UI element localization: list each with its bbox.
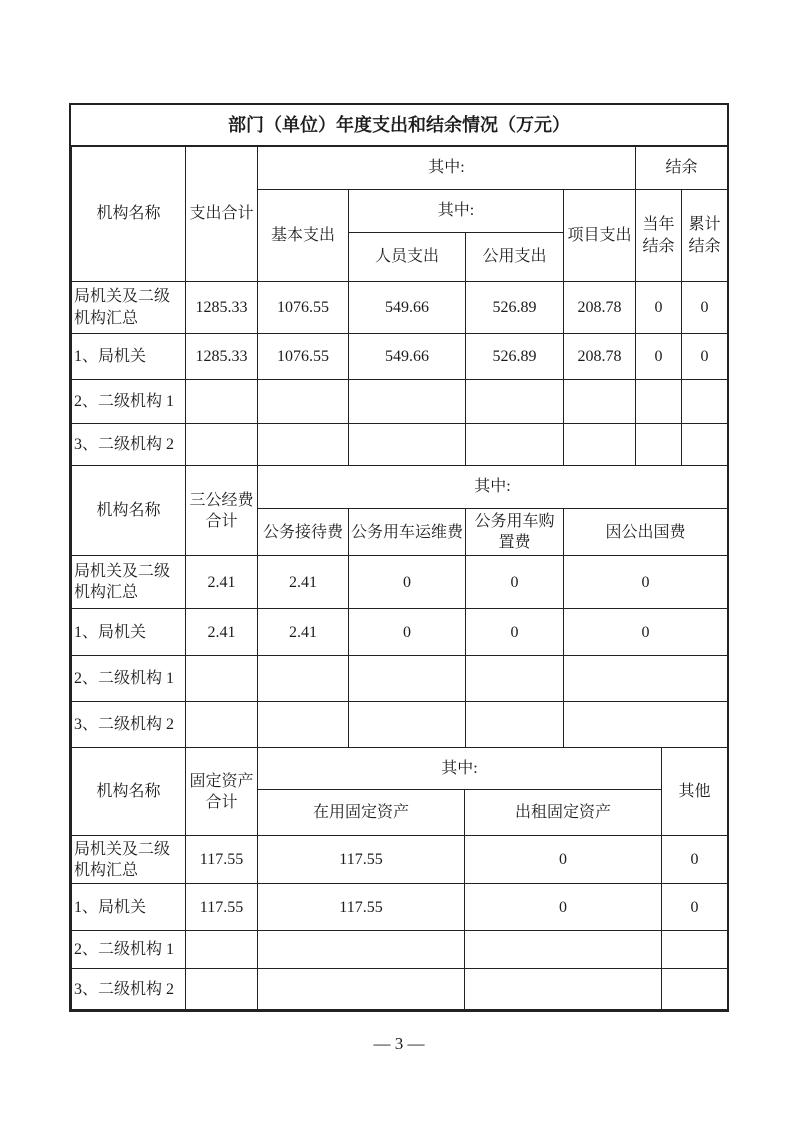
expenditure-row-bureau: [72, 334, 728, 380]
three-public-expenses-table: [71, 465, 728, 748]
table-title: 部门（单位）年度支出和结余情况（万元）: [71, 105, 727, 146]
cell-overseas-trips: 0: [564, 609, 728, 656]
cell-other: [662, 969, 728, 1010]
cell-total: 1285.33: [186, 282, 258, 334]
three-public-row-bureau: [72, 609, 728, 656]
cell-overseas-trips: [564, 656, 728, 702]
cell-basic: [258, 424, 349, 466]
header-three-public-total: 三公经费合计: [186, 466, 258, 556]
cell-org-name: 局机关及二级机构汇总: [72, 282, 186, 334]
expenditure-header-row-1: [72, 147, 728, 190]
cell-vehicle-operation: [349, 702, 466, 748]
cell-current-balance: 0: [636, 282, 682, 334]
cell-total: 117.55: [186, 884, 258, 931]
cell-vehicle-purchase: 0: [466, 556, 564, 609]
cell-overseas-trips: 0: [564, 556, 728, 609]
three-public-header-row-1: [72, 466, 728, 509]
cell-public: [466, 424, 564, 466]
header-fixed-assets-total: 固定资产合计: [186, 748, 258, 836]
cell-rented-out: 0: [465, 884, 662, 931]
cell-rented-out: [465, 931, 662, 969]
three-public-row-summary: [72, 556, 728, 609]
cell-other: 0: [662, 884, 728, 931]
cell-total: 1285.33: [186, 334, 258, 380]
header-official-reception: 公务接待费: [258, 509, 349, 556]
cell-current-balance: [636, 424, 682, 466]
cell-org-name: 3、二级机构 2: [72, 702, 186, 748]
fixed-assets-row-sub2: [72, 969, 728, 1010]
header-public-expenditure: 公用支出: [466, 233, 564, 282]
cell-cumulative-balance: [682, 424, 728, 466]
cell-project: 208.78: [564, 282, 636, 334]
cell-total: [186, 380, 258, 424]
cell-total: [186, 656, 258, 702]
cell-in-use: [258, 969, 465, 1010]
cell-cumulative-balance: 0: [682, 282, 728, 334]
header-vehicle-operation: 公务用车运维费: [349, 509, 466, 556]
cell-org-name: 1、局机关: [72, 609, 186, 656]
cell-personnel: 549.66: [349, 282, 466, 334]
header-total-expenditure: 支出合计: [186, 147, 258, 282]
cell-project: 208.78: [564, 334, 636, 380]
cell-vehicle-operation: 0: [349, 556, 466, 609]
cell-rented-out: [465, 969, 662, 1010]
cell-total: [186, 424, 258, 466]
cell-org-name: 局机关及二级机构汇总: [72, 836, 186, 884]
three-public-row-sub1: [72, 656, 728, 702]
cell-other: 0: [662, 836, 728, 884]
cell-basic: 1076.55: [258, 334, 349, 380]
header-among: 其中:: [258, 147, 636, 190]
cell-other: [662, 931, 728, 969]
cell-vehicle-purchase: 0: [466, 609, 564, 656]
cell-basic: [258, 380, 349, 424]
cell-vehicle-operation: [349, 656, 466, 702]
expenditure-row-summary: [72, 282, 728, 334]
cell-reception: [258, 702, 349, 748]
cell-org-name: 2、二级机构 1: [72, 931, 186, 969]
expenditure-table: [71, 146, 728, 466]
expenditure-row-sub1: [72, 380, 728, 424]
header-rented-out-assets: 出租固定资产: [465, 790, 662, 836]
cell-basic: 1076.55: [258, 282, 349, 334]
cell-public: 526.89: [466, 334, 564, 380]
header-in-use-assets: 在用固定资产: [258, 790, 465, 836]
cell-reception: 2.41: [258, 609, 349, 656]
cell-total: 2.41: [186, 609, 258, 656]
cell-total: [186, 969, 258, 1010]
cell-org-name: 2、二级机构 1: [72, 656, 186, 702]
cell-cumulative-balance: 0: [682, 334, 728, 380]
cell-project: [564, 424, 636, 466]
budget-report-table: [69, 103, 729, 1012]
cell-total: 2.41: [186, 556, 258, 609]
cell-project: [564, 380, 636, 424]
cell-personnel: 549.66: [349, 334, 466, 380]
cell-reception: [258, 656, 349, 702]
cell-org-name: 1、局机关: [72, 884, 186, 931]
header-org-name: 机构名称: [72, 748, 186, 836]
header-among-2: 其中:: [349, 190, 564, 233]
cell-personnel: [349, 380, 466, 424]
cell-org-name: 1、局机关: [72, 334, 186, 380]
header-project-expenditure: 项目支出: [564, 190, 636, 282]
page-number: — 3 —: [373, 1034, 425, 1053]
header-personnel-expenditure: 人员支出: [349, 233, 466, 282]
header-cumulative-balance: 累计结余: [682, 190, 728, 282]
cell-org-name: 3、二级机构 2: [72, 424, 186, 466]
fixed-assets-row-summary: [72, 836, 728, 884]
fixed-assets-row-bureau: [72, 884, 728, 931]
header-org-name: 机构名称: [72, 466, 186, 556]
cell-in-use: 117.55: [258, 884, 465, 931]
fixed-assets-header-row-1: [72, 748, 728, 790]
cell-reception: 2.41: [258, 556, 349, 609]
header-among: 其中:: [258, 466, 728, 509]
cell-org-name: 2、二级机构 1: [72, 380, 186, 424]
cell-in-use: [258, 931, 465, 969]
cell-org-name: 局机关及二级机构汇总: [72, 556, 186, 609]
cell-vehicle-operation: 0: [349, 609, 466, 656]
cell-personnel: [349, 424, 466, 466]
cell-cumulative-balance: [682, 380, 728, 424]
header-other: 其他: [662, 748, 728, 836]
cell-total: [186, 931, 258, 969]
cell-current-balance: 0: [636, 334, 682, 380]
three-public-row-sub2: [72, 702, 728, 748]
cell-vehicle-purchase: [466, 702, 564, 748]
cell-public: [466, 380, 564, 424]
header-vehicle-purchase: 公务用车购置费: [466, 509, 564, 556]
cell-total: [186, 702, 258, 748]
cell-total: 117.55: [186, 836, 258, 884]
cell-overseas-trips: [564, 702, 728, 748]
fixed-assets-table: [71, 747, 728, 1010]
header-basic-expenditure: 基本支出: [258, 190, 349, 282]
cell-org-name: 3、二级机构 2: [72, 969, 186, 1010]
header-current-balance: 当年结余: [636, 190, 682, 282]
cell-current-balance: [636, 380, 682, 424]
expenditure-row-sub2: [72, 424, 728, 466]
cell-rented-out: 0: [465, 836, 662, 884]
cell-public: 526.89: [466, 282, 564, 334]
cell-vehicle-purchase: [466, 656, 564, 702]
header-balance: 结余: [636, 147, 728, 190]
header-among: 其中:: [258, 748, 662, 790]
header-overseas-trips: 因公出国费: [564, 509, 728, 556]
fixed-assets-row-sub1: [72, 931, 728, 969]
cell-in-use: 117.55: [258, 836, 465, 884]
header-org-name: 机构名称: [72, 147, 186, 282]
